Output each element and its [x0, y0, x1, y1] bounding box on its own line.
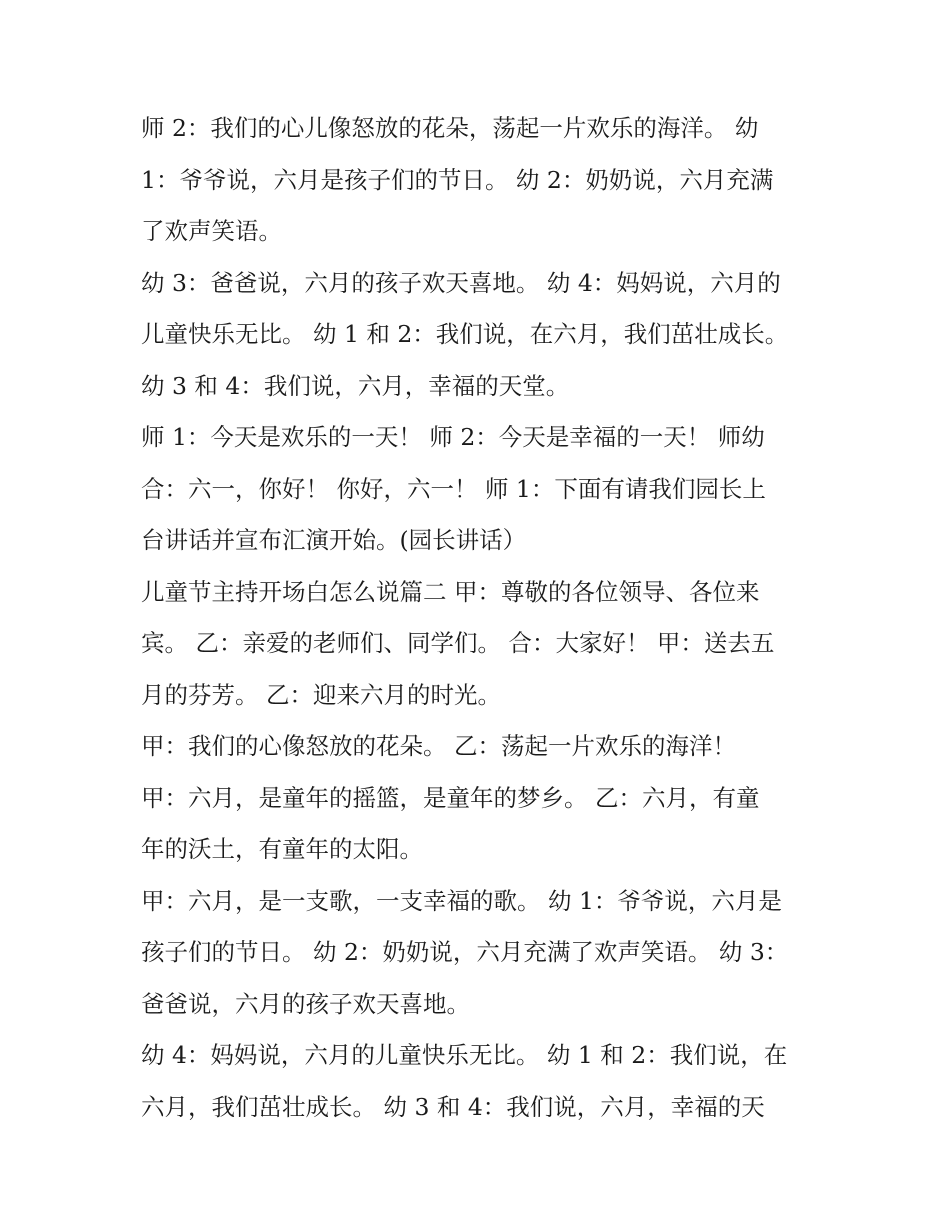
text-line: 六月，我们茁壮成长。 幼 3 和 4：我们说，六月，幸福的天 — [141, 1092, 765, 1121]
text-line: 台讲话并宣布汇演开始。(园长讲话） — [141, 526, 527, 554]
text-line: 月的芬芳。 乙：迎来六月的时光。 — [141, 680, 501, 709]
text-line: 师 1：今天是欢乐的一天！ 师 2：今天是幸福的一天！ 师幼 — [141, 423, 765, 451]
text-line: 甲：六月，是童年的摇篮，是童年的梦乡。 乙：六月，有童 — [141, 783, 760, 812]
text-line: 幼 4：妈妈说，六月的儿童快乐无比。 幼 1 和 2：我们说，在 — [141, 1041, 788, 1069]
text-line: 爸爸说，六月的孩子欢天喜地。 — [141, 989, 470, 1018]
text-line: 孩子们的节日。 幼 2：奶奶说，六月充满了欢声笑语。 幼 3： — [141, 938, 789, 966]
text-line: 师 2：我们的心儿像怒放的花朵，荡起一片欢乐的海洋。 幼 — [141, 114, 759, 142]
text-line: 甲：我们的心像怒放的花朵。 乙：荡起一片欢乐的海洋！ — [141, 732, 736, 760]
text-line: 儿童快乐无比。 幼 1 和 2：我们说，在六月，我们茁壮成长。 — [141, 320, 789, 348]
text-line: 合：六一，你好！ 你好，六一！ 师 1：下面有请我们园长上 — [141, 474, 766, 503]
text-line: 幼 3 和 4：我们说，六月，幸福的天堂。 — [141, 371, 570, 400]
text-line: 幼 3：爸爸说，六月的孩子欢天喜地。 幼 4：妈妈说，六月的 — [141, 268, 781, 297]
text-line: 1：爷爷说，六月是孩子们的节日。 幼 2：奶奶说，六月充满 — [141, 165, 774, 194]
text-line: 了欢声笑语。 — [141, 217, 282, 245]
text-line: 甲：六月，是一支歌，一支幸福的歌。 幼 1：爷爷说，六月是 — [141, 886, 782, 915]
text-line: 宾。 乙：亲爱的老师们、同学们。 合：大家好！ 甲：送去五 — [141, 629, 775, 657]
text-line: 儿童节主持开场白怎么说篇二 甲：尊敬的各位领导、各位来 — [141, 577, 760, 606]
text-line: 年的沃土，有童年的太阳。 — [141, 835, 423, 863]
document-body — [141, 103, 821, 1133]
